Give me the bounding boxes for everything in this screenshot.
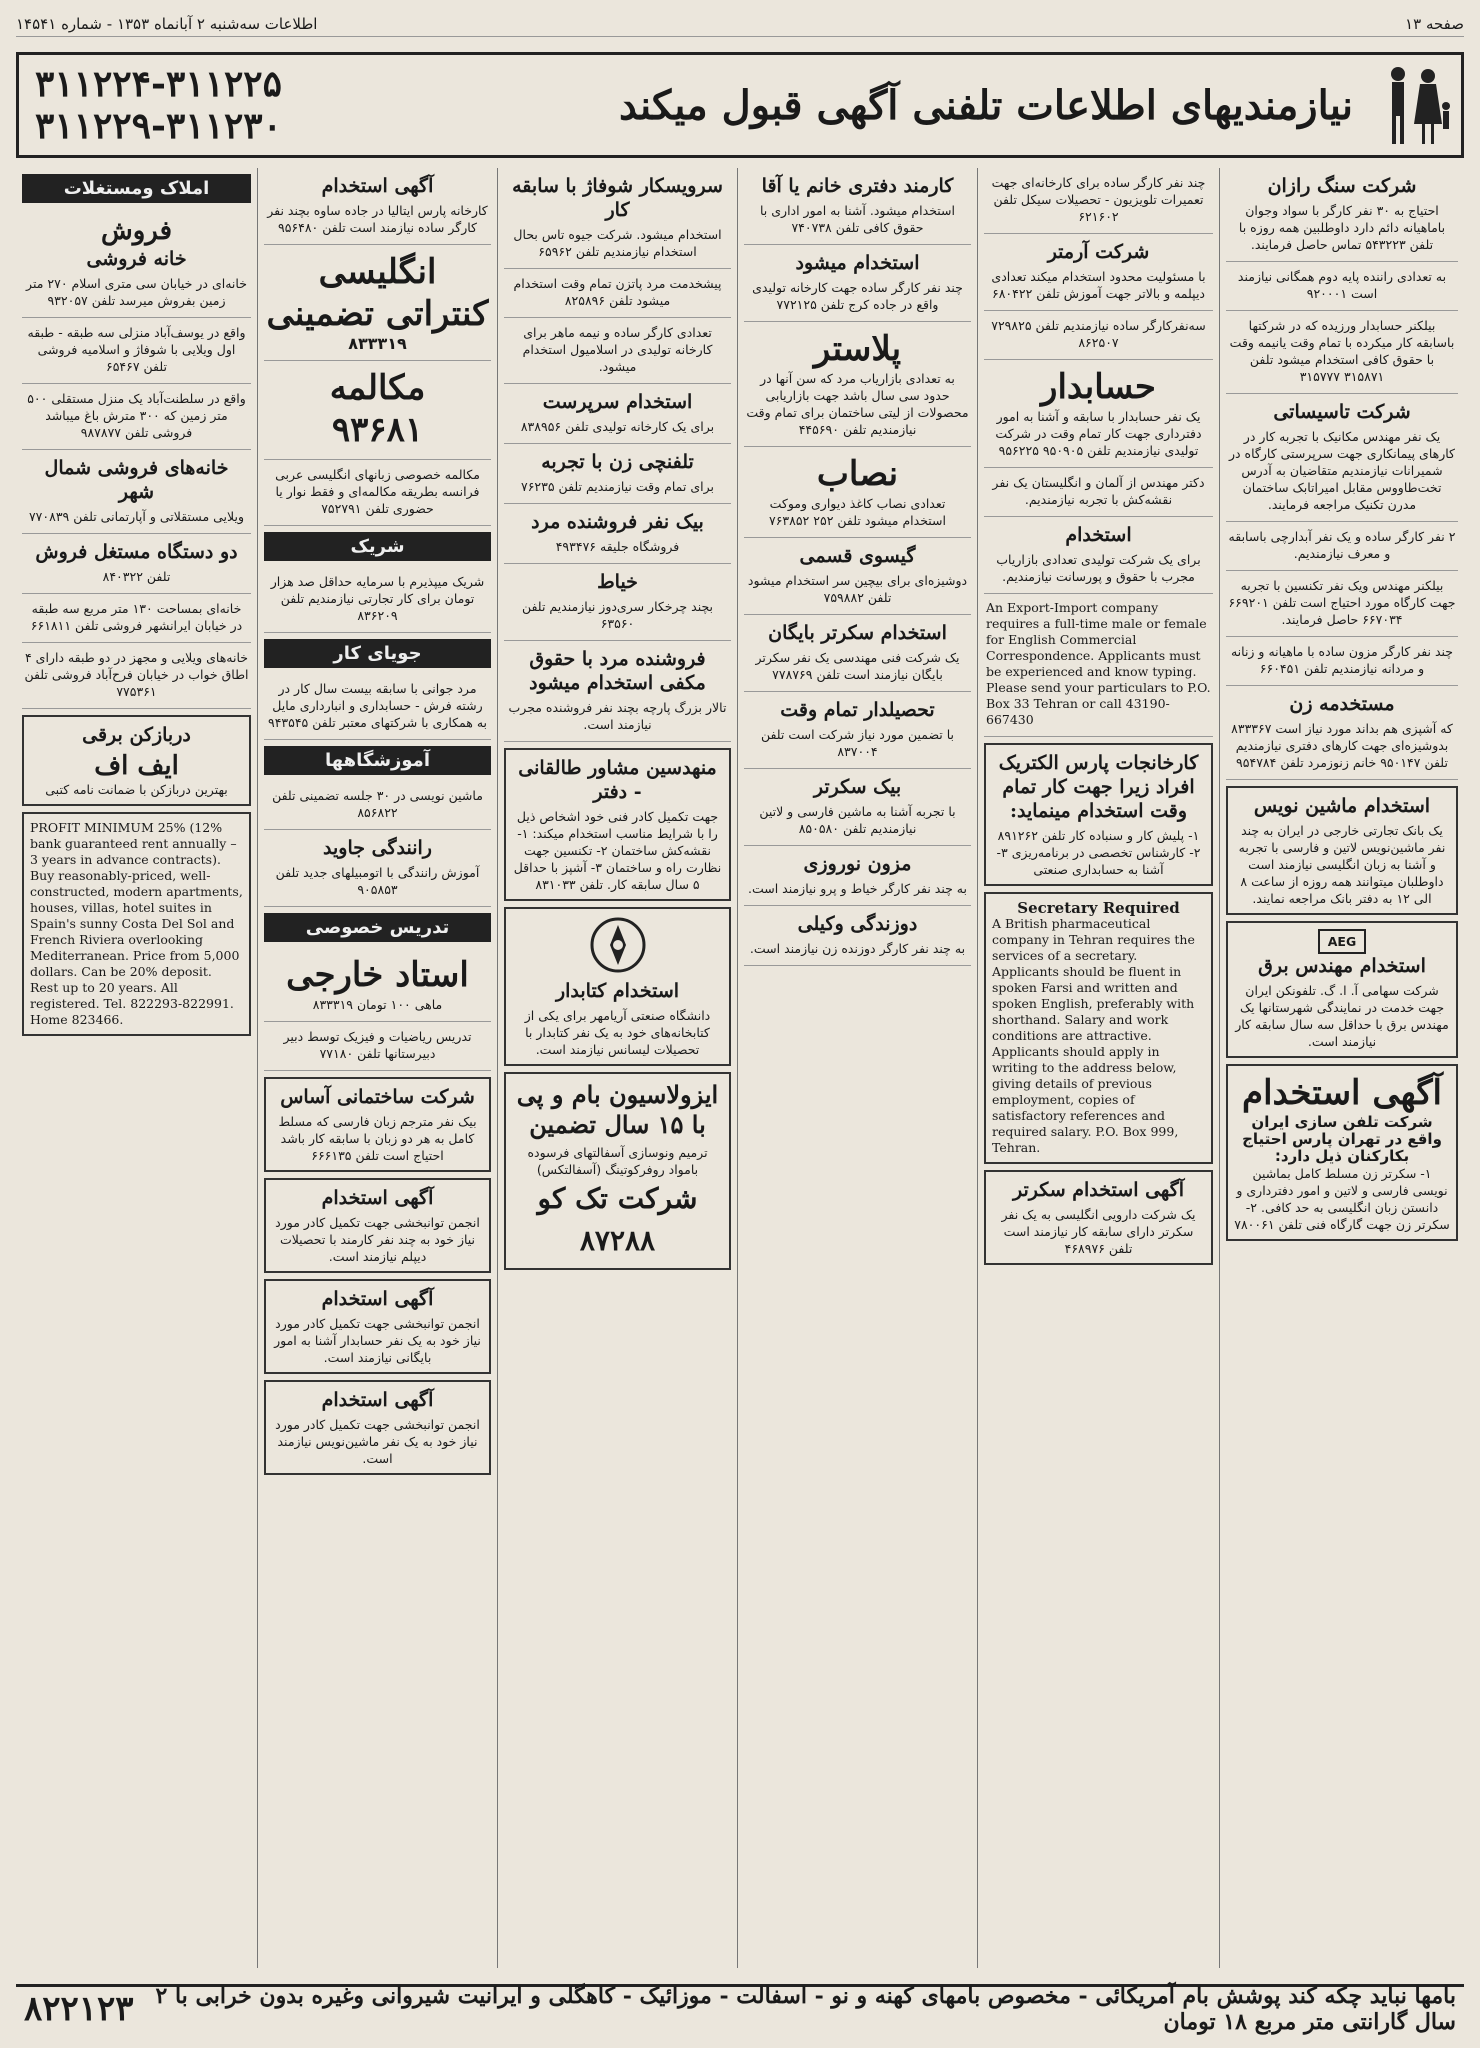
ad-title: آگهی استخدام: [321, 1187, 434, 1209]
page-number: صفحه ۱۳: [1405, 15, 1464, 33]
ad-phone: ۹۳۶۸۱: [331, 410, 424, 450]
ad-title: دو دستگاه مستغل فروش: [35, 541, 238, 563]
ad-title: گیسوی قسمی: [799, 545, 916, 567]
ad-body: خانه‌ای بمساحت ۱۳۰ متر مربع سه طبقه در خیابان ایرانشهر فروشی تلفن ۶۶۱۸۱۱: [30, 601, 243, 633]
ad-body: دوشیزه‌ای برای بیچین سر استخدام میشود تلفن ۷۵۹۸۸۲: [747, 573, 968, 605]
ad-body: شریک میپذیرم با سرمایه حداقل صد هزار تومان برای کار تجارتی نیازمندیم تلفن ۸۳۶۲۰۹: [270, 574, 485, 623]
ad-phone: ۸۷۲۸۸: [579, 1224, 656, 1257]
column-4: [497, 168, 737, 1968]
ad-body: انجمن توانبخشی جهت تکمیل کادر مورد نیاز خود به یک نفر ماشین‌نویس نیازمند است.: [275, 1417, 480, 1466]
ad-body: ۲ نفر کارگر ساده و یک نفر آبدارچی باسابقه و معرف نیازمندیم.: [1228, 529, 1456, 561]
section-header: شریک: [264, 532, 491, 561]
ad-title: شرکت تاسیساتی: [1273, 401, 1411, 423]
ad-title: بیک نفر فروشنده مرد: [531, 511, 704, 533]
ad-body: با تجربه آشنا به ماشین فارسی و لاتین نیازمندیم تلفن ۸۵۰۵۸۰: [759, 804, 956, 836]
ad-body: برای یک شرکت تولیدی تعدادی بازاریاب مجرب با حقوق و پورسانت نیازمندیم.: [996, 552, 1201, 584]
ad-title: آگهی استخدام سکرتر: [1012, 1179, 1185, 1201]
ad-title: آگهی استخدام: [321, 1288, 434, 1310]
ad-title: خانه‌های فروشی شمال شهر: [44, 457, 229, 503]
ad-title: تحصیلدار تمام وقت: [780, 699, 935, 721]
ad-body: ماشین نویسی در ۳۰ جلسه تضمینی تلفن ۸۵۶۸۲۲: [272, 788, 483, 820]
ad-body: استخدام میشود. شرکت جیوه تاس بحال استخدام نیازمندیم تلفن ۶۵۹۶۲: [513, 227, 722, 259]
ad-body: بیلکنر حسابدار ورزیده که در شرکتها باسابقه کار میکرده با تمام وقت یانیمه وقت با حقوق کافی استخدام میشود تلفن ۳۱۵۸۷۱ ۳۱۵۷۷۷: [1229, 318, 1455, 384]
ad-body: چند نفر کارگر ساده برای کارخانه‌ای جهت تعمیرات تلویزیون - تحصیلات سیکل تلفن ۶۲۱۶۰۲: [991, 175, 1206, 224]
ad-title: استخدام ماشین نویس: [1253, 795, 1431, 817]
ad-body: جهت تکمیل کادر فنی خود اشخاص ذیل را با شرایط مناسب استخدام میکند: ۱- نقشه‌کش ساختمان ۲- تکنسین جهت نظارت راه و ساختمان ۳- آشپز با حداقل ۵ سال سابقه کار. تلفن ۸۳۱۰۳۳: [513, 809, 722, 892]
ad-body: خانه‌های ویلایی و مجهز در دو طبقه دارای ۴ اطاق خواب در خیابان فرح‌آباد فروشی تلفن ۷۷۵۳۶۱: [24, 650, 249, 699]
ad-body: یک نفر مهندس مکانیک با تجربه کار در کارهای پیمانکاری جهت سرپرستی کارگاه در شمیرانات نیازمندیم متقاضیان به آدرس تخت‌طاووس مقابل امیراتابک ساختمان مدرن تکنیک مراجعه فرمایند.: [1228, 429, 1456, 512]
ad-body: چند نفر کارگر مزون ساده با ماهیانه و زنانه و مردانه نیازمندیم تلفن ۶۶۰۴۵۱: [1230, 644, 1454, 676]
ad-title: خانه فروشی: [86, 248, 187, 270]
ad-title: دربازکن برقی: [82, 724, 191, 746]
ad-body: یک شرکت دارویی انگلیسی به یک نفر سکرتر دارای سابقه کار نیازمند است تلفن ۴۶۸۹۷۶: [1001, 1207, 1196, 1256]
ad-title: آگهی استخدام: [321, 1389, 434, 1411]
ad-body: کارخانه پارس ایتالیا در جاده ساوه بچند نفر کارگر ساده نیازمند است تلفن ۹۵۶۴۸۰: [267, 203, 488, 235]
ad-subtitle: ایف اف: [94, 751, 179, 781]
ad-title: استخدام سکرتر بایگان: [768, 622, 947, 644]
ad-body: مکالمه خصوصی زبانهای انگلیسی عربی فرانسه بطریقه مکالمه‌ای و فقط نوار یا حضوری تلفن ۷۵۲۷۹۱: [275, 467, 480, 516]
ad-title-english: Secretary Required: [1017, 899, 1180, 917]
ad-title: مزون نوروزی: [803, 853, 912, 875]
ad-body: خانه‌ای در خیابان سی متری اسلام ۲۷۰ متر زمین بفروش میرسد تلفن ۹۳۲۰۵۷: [26, 276, 247, 308]
ad-body: دانشگاه صنعتی آریامهر برای یکی از کتابخانه‌های خود به یک نفر کتابدار با تحصیلات لیسانس نیازمند است.: [524, 1008, 711, 1057]
ad-body: تلفن ۸۴۰۳۲۲: [102, 569, 171, 584]
bottom-banner: [16, 1983, 1464, 2035]
ad-title: نصاب: [816, 454, 899, 494]
ad-body: تدریس ریاضیات و فیزیک توسط دبیر دبیرستانها تلفن ۷۷۱۸۰: [283, 1029, 472, 1061]
section-header: تدریس خصوصی: [264, 913, 491, 942]
ad-body: سه‌نفرکارگر ساده نیازمندیم تلفن ۷۲۹۸۲۵ ۸۶۲۵۰۷: [991, 318, 1206, 350]
ad-title: آگهی استخدام: [321, 175, 434, 197]
ad-body: ماهی ۱۰۰ تومان ۸۳۳۳۱۹: [312, 997, 443, 1012]
ad-body: فروشگاه جلیقه ۴۹۳۴۷۶: [555, 539, 680, 554]
ad-body: ۱- پلیش کار و سنباده کار تلفن ۸۹۱۲۶۲ ۲- کارشناس تخصصی در برنامه‌ریزی ۳- آشنا به حسابداری صنعتی: [996, 828, 1201, 877]
banner-phone-line-1: ۳۱۱۲۲۴-۳۱۱۲۲۵: [35, 63, 282, 105]
ad-body: واقع در یوسف‌آباد منزلی سه طبقه - طبقه اول ویلایی با شوفاژ و اسلامیه فروشی تلفن ۶۵۴۶۷: [27, 325, 246, 374]
ad-brand: شرکت تک کو: [537, 1182, 698, 1215]
ad-body: پیشخدمت مرد پاتزن تمام وقت استخدام میشود تلفن ۸۲۵۸۹۶: [513, 276, 722, 308]
column-5: [257, 168, 497, 1968]
ad-body: انجمن توانبخشی جهت تکمیل کادر مورد نیاز خود به یک نفر حسابدار آشنا به امور بایگانی نیازمند است.: [274, 1316, 481, 1365]
ad-body: ۱- سکرتر زن مسلط کامل بماشین نویسی فارسی و لاتین و امور دفترداری و دانستن زبان انگلیسی به حد کافی. ۲- سکرتر زن جهت گارگاه فنی تلفن ۷۸۰۰۶۱: [1234, 1166, 1450, 1232]
ad-title: منهدسین مشاور طالقانی - دفتر: [518, 757, 717, 803]
banner-phones: [19, 63, 298, 147]
ad-title: فروش: [100, 216, 173, 246]
bottom-banner-phone: ۸۲۲۱۲۳: [24, 1989, 134, 2029]
ad-title: انگلیسی کنتراتی تضمینی: [266, 252, 489, 334]
ad-title: استخدام سرپرست: [542, 391, 693, 413]
ad-body: مرد جوانی با سابقه بیست سال کار در رشته فرش - حسابداری و انبارداری مایل به همکاری با شرکتهای معتبر تلفن ۹۴۳۵۴۵: [267, 681, 488, 730]
page-header: [16, 12, 1464, 37]
ad-body-english: PROFIT MINIMUM 25% (12% bank guaranteed rent annually – 3 years in advance contracts). Buy reasonably-priced, well-constructed, modern apartments, houses, villas, hotel suites in Spain's sunny Costa Del Sol and French Riviera overlooking Mediterranean. Price from 5,000 dollars. Can be 20% deposit. Rest up to 20 years. All registered. Tel. 822293-822991. Home 823466.: [30, 820, 243, 1027]
issue-info: اطلاعات سه‌شنبه ۲ آبانماه ۱۳۵۳ - شماره ۱۴۵۴۱: [16, 15, 318, 33]
ad-body-english: A British pharmaceutical company in Tehran requires the services of a secretary. Applicants should be fluent in spoken Farsi and written and spoken English, preferably with shorthand. Salary and work conditions are attractive. Applicants should apply in writing to the address below, giving details of previous employment, copies of satisfactory references and required salary. P.O. Box 999, Tehran.: [992, 916, 1195, 1155]
ad-body: تعدادی کارگر ساده و نیمه ماهر برای کارخانه تولیدی در اسلامیول استخدام میشود.: [522, 325, 713, 374]
column-1: [1219, 168, 1464, 1968]
ad-title: فروشنده مرد با حقوق مکفی استخدام میشود: [529, 648, 706, 694]
ad-title: بیک سکرتر: [813, 776, 902, 798]
ad-title: استخدام: [1065, 524, 1132, 546]
ad-body: تعدادی نصاب کاغذ دیواری وموکت استخدام میشود تلفن ۲۵۲ ۷۶۳۸۵۲: [768, 496, 947, 528]
ad-phone: ۸۳۳۳۱۹: [348, 334, 407, 353]
ad-body: بهترین دربازکن با ضمانت نامه کتبی: [45, 782, 228, 797]
ad-title: استخدام کتابدار: [555, 980, 680, 1002]
ad-body: استخدام میشود. آشنا به امور اداری با حقوق کافی تلفن ۷۴۰۷۳۸: [759, 203, 955, 235]
ad-body: یک نفر حسابدار با سابقه و آشنا به امور دفترداری جهت کار تمام وقت در شرکت تولیدی نیازمندیم تلفن ۹۵۰۹۰۵ ۹۵۶۲۲۵: [995, 409, 1202, 458]
ad-title: شرکت ساختمانی آساس: [280, 1086, 475, 1108]
ad-title: کارخانجات پارس الکتریک افراد زیرا جهت کار تمام وقت استخدام مینماید:: [998, 752, 1199, 822]
ad-body: بچند چرخکار سری‌دوز نیازمندیم تلفن ۶۳۵۶۰: [521, 599, 714, 631]
ad-title: رانندگی جاوید: [323, 837, 432, 859]
section-header: املاک ومستغلات: [22, 174, 251, 203]
ad-body: یک شرکت فنی مهندسی یک نفر سکرتر بایگان نیازمند است تلفن ۷۷۸۷۶۹: [755, 650, 960, 682]
aeg-logo: AEG: [1318, 929, 1366, 954]
section-header: آموزشگاهها: [264, 746, 491, 775]
ad-body: برای تمام وقت نیازمندیم تلفن ۷۶۲۳۵: [521, 479, 714, 494]
ad-title: کارمند دفتری خانم یا آقا: [761, 175, 954, 197]
university-emblem-icon: [512, 915, 723, 979]
ad-title: حسابدار: [1041, 367, 1156, 407]
ad-body-english: An Export-Import company requires a full-time male or female for English Commercial Correspondence. Applicants must be experienced and know typing. Please send your particulars to P.O. Box 33 Tehran or call 43190-667430: [986, 600, 1211, 727]
ad-columns: [16, 168, 1464, 1968]
family-illustration-icon: [1371, 60, 1461, 150]
column-2: [977, 168, 1219, 1968]
ad-title: شرکت آرمتر: [1047, 241, 1150, 263]
ad-body: تالار بزرگ پارچه بچند نفر فروشنده مجرب نیازمند است.: [508, 700, 727, 732]
newspaper-page: [16, 12, 1464, 2036]
ad-body: آموزش رانندگی با اتومبیلهای جدید تلفن ۹۰۵۸۵۳: [275, 865, 480, 897]
ad-title: ایزولاسیون بام و پی با ۱۵ سال تضمین: [516, 1080, 719, 1139]
ad-title: استخدام میشود: [795, 252, 920, 274]
ad-body: چند نفر کارگر ساده جهت کارخانه تولیدی واقع در جاده کرج تلفن ۷۷۲۱۲۵: [752, 280, 963, 312]
column-6: [16, 168, 257, 1968]
ad-body: ترمیم ونوسازی آسفالتهای فرسوده بامواد روفرکوتینگ (آسفالتکس): [527, 1145, 708, 1177]
ad-body: به چند نفر کارگر خیاط و پرو نیازمند است.: [747, 881, 967, 896]
ad-body: بیک نفر مترجم زبان فارسی که مسلط کامل به هر دو زبان با سابقه کار باشد احتیاج است تلفن ۶۶۶۱۳۵: [278, 1114, 477, 1163]
ad-title: مستخدمه زن: [1289, 693, 1395, 715]
ad-body: که آشپزی هم بداند مورد نیاز است ۸۳۳۳۶۷ بدوشیزه‌ای جهت کارهای دفتری نیازمندیم تلفن ۹۵۰۱۴۷ خانم زنوزمرد تلفن ۹۵۴۷۸۴: [1231, 721, 1453, 770]
ad-title: آگهی استخدام: [1242, 1073, 1442, 1113]
ad-body: احتیاج به ۳۰ نفر کارگر با سواد وجوان باماهیانه دائم دارد داوطلبین همه روزه با تلفن ۵۴۳۲۲۳ تماس حاصل فرمایند.: [1238, 203, 1446, 252]
banner-phone-line-2: ۳۱۱۲۲۹-۳۱۱۲۳۰: [35, 105, 282, 147]
ad-body: برای یک کارخانه تولیدی تلفن ۸۳۸۹۵۶: [520, 419, 715, 434]
ad-body: دکتر مهندس از آلمان و انگلیستان یک نفر نقشه‌کش با تجربه نیازمندیم.: [992, 475, 1205, 507]
ad-body: با مسئولیت محدود استخدام میکند تعدادی دیپلمه و بالاتر جهت آموزش تلفن ۶۸۰۴۲۲: [991, 269, 1206, 301]
ad-body: شرکت سهامی آ. ا. گ. تلفونکن ایران جهت خدمت در نمایندگی شهرستانها یک مهندس برق با حداقل سه سال سابقه کار نیازمند است.: [1235, 983, 1449, 1049]
ad-body: ویلایی مستقلاتی و آپارتمانی تلفن ۷۷۰۸۳۹: [28, 509, 245, 524]
ad-body: یک بانک تجارتی خارجی در ایران به چند نفر ماشین‌نویس لاتین و فارسی با تجربه و آشنا به زبان انگلیسی نیازمند است داوطلبان میتوانند همه روزه از ساعت ۸ الی ۱۲ به دفتر بانک مراجعه نمایند.: [1238, 823, 1446, 906]
ad-body: به تعدادی راننده پایه دوم همگانی نیازمند است ۹۲۰۰۰۱: [1237, 269, 1447, 301]
top-banner: [16, 52, 1464, 158]
section-header: جویای کار: [264, 639, 491, 668]
ad-title: مکالمه: [329, 368, 426, 408]
ad-title: پلاستر: [813, 329, 902, 369]
ad-title: استاد خارجی: [286, 955, 469, 995]
ad-title: سرویسکار شوفاژ با سابقه کار: [512, 175, 723, 221]
column-3: [737, 168, 977, 1968]
banner-title: نیازمندیهای اطلاعات تلفنی آگهی قبول میکند: [619, 81, 1353, 129]
ad-body: به تعدادی بازاریاب مرد که سن آنها در حدود سی سال باشد جهت بازاریابی محصولات از لیتی ساختمان برای تمام وقت نیازمندیم تلفن ۴۴۵۶۹۰: [746, 371, 969, 437]
ad-body: بیلکنر مهندس ویک نفر تکنسین با تجربه جهت کارگاه مورد احتیاج است تلفن ۶۶۹۲۰۱ ۶۶۷۰۳۴ حاصل فرمایند.: [1228, 578, 1456, 627]
ad-subtitle: شرکت تلفن سازی ایران واقع در تهران پارس احتیاج بکارکنان ذیل دارد:: [1242, 1113, 1442, 1165]
ad-body: انجمن توانبخشی جهت تکمیل کادر مورد نیاز خود به چند نفر کارمند با تحصیلات دیپلم نیازمند است.: [275, 1215, 480, 1264]
ad-title: تلفنچی زن با تجربه: [541, 451, 694, 473]
ad-title: استخدام مهندس برق: [1258, 955, 1426, 977]
bottom-banner-text: بامها نباید چکه کند پوشش بام آمریکائی - مخصوص بامهای کهنه و نو - اسفالت - موزائیک - کاهگلی و ایرانیت شیروانی وغیره بدون خرابی با ۲ سال گارانتی متر مربع ۱۸ تومان: [155, 1983, 1456, 2035]
ad-body: با تضمین مورد نیاز شرکت است تلفن ۸۳۷۰۰۴: [760, 727, 955, 759]
ad-title: شرکت سنگ رازان: [1267, 175, 1417, 197]
ad-body: به چند نفر کارگر دوزنده زن نیازمند است.: [749, 941, 966, 956]
ad-body: واقع در سلطنت‌آباد یک منزل مستقلی ۵۰۰ متر زمین که ۳۰۰ مترش باغ میباشد فروشی تلفن ۹۸۷۸۷۷: [27, 391, 246, 440]
ad-title: دوزندگی وکیلی: [797, 913, 918, 935]
ad-title: خیاط: [597, 571, 638, 593]
